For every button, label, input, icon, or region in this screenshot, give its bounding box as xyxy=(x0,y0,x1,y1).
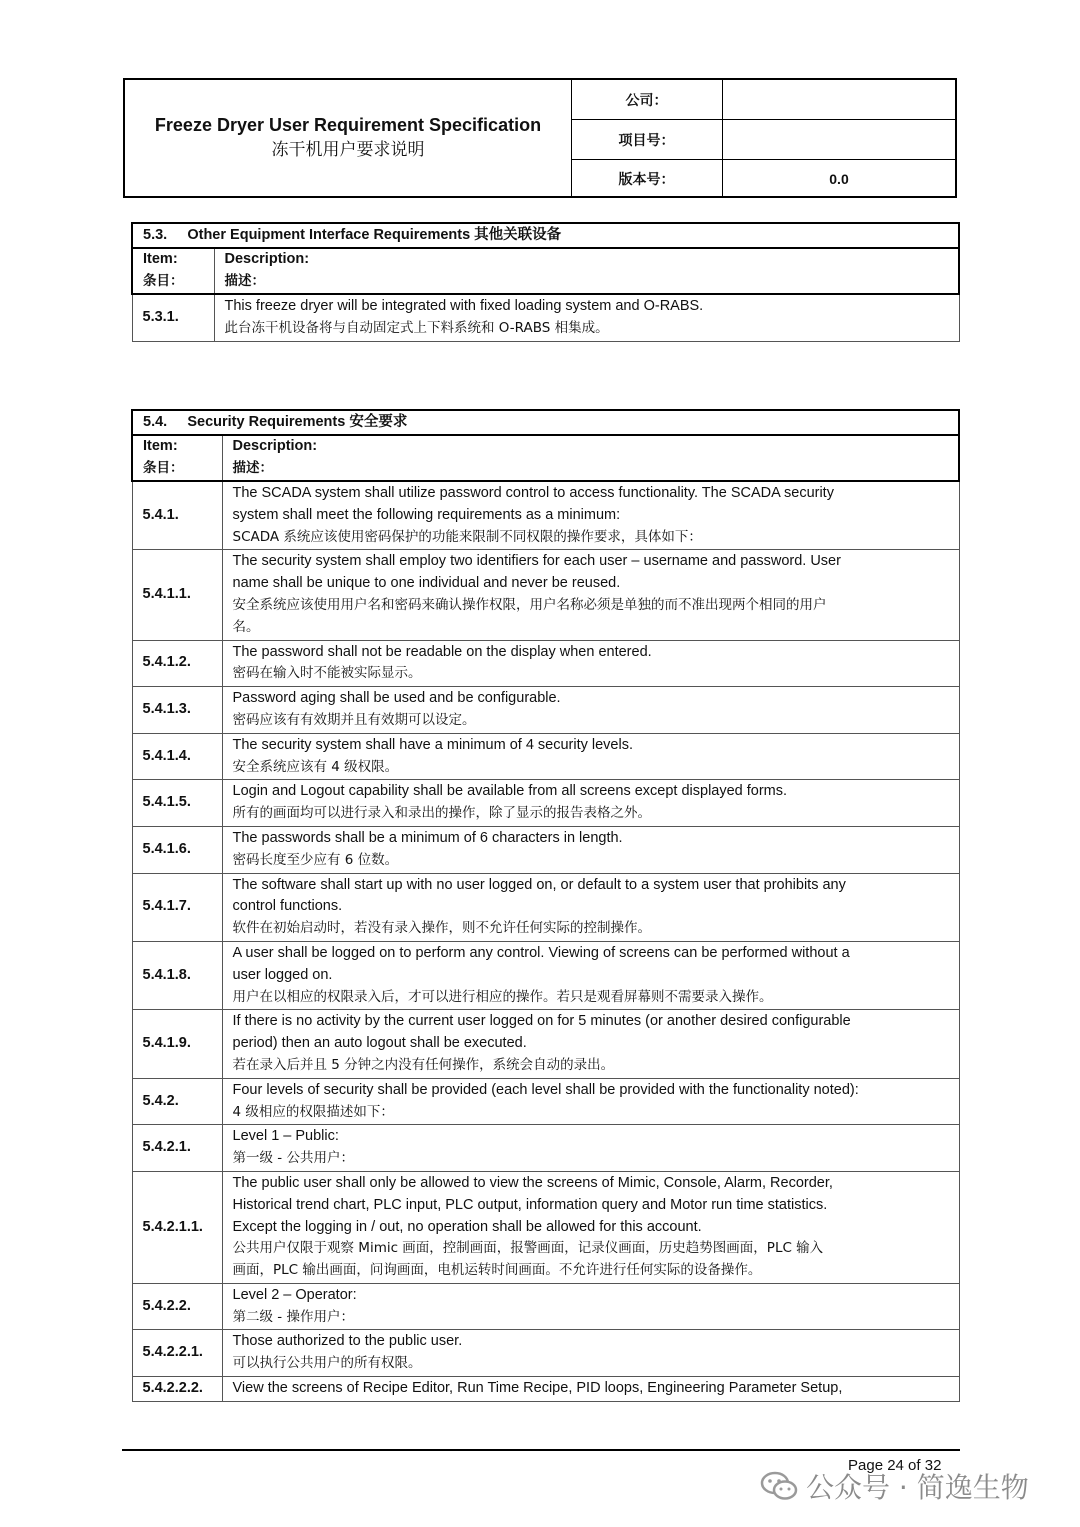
section-title: Security Requirements 安全要求 xyxy=(187,413,408,430)
requirement-description xyxy=(222,1125,959,1172)
desc-header-cn: 描述： xyxy=(232,459,273,476)
project-label: 项目号： xyxy=(571,120,723,159)
page-number: Page 24 of 32 xyxy=(848,1457,942,1474)
requirement-description xyxy=(222,481,959,550)
requirement-number: 5.4.1.7. xyxy=(132,873,222,941)
requirement-row xyxy=(132,1377,959,1402)
section-number: 5.3. xyxy=(143,226,168,243)
description-line: The security system shall have a minimum of 4 security levels. xyxy=(232,736,633,753)
description-line: 第一级 - 公共用户： xyxy=(232,1150,354,1167)
description-line: The password shall not be readable on the display when entered. xyxy=(232,643,652,660)
requirement-number: 5.4.2.2.2. xyxy=(132,1377,222,1402)
description-line: The public user shall only be allowed to view the screens of Mimic, Console, Alarm, Recorder, xyxy=(232,1174,833,1191)
description-line: control functions. xyxy=(232,898,343,915)
requirement-number: 5.3.1. xyxy=(132,294,214,341)
item-header-cn: 条目： xyxy=(143,459,184,476)
requirement-description xyxy=(222,780,959,827)
requirement-number: 5.4.1.1. xyxy=(132,550,222,640)
requirement-number: 5.4.1.2. xyxy=(132,640,222,687)
requirement-description xyxy=(222,941,959,1009)
requirement-description xyxy=(222,826,959,873)
description-line: user logged on. xyxy=(232,966,333,983)
requirement-number: 5.4.2.2.1. xyxy=(132,1330,222,1377)
header-row-company xyxy=(571,80,955,120)
requirement-description xyxy=(222,733,959,780)
version-value: 0.0 xyxy=(829,171,849,187)
title-en: Freeze Dryer User Requirement Specification xyxy=(154,115,542,135)
section-5-4-table xyxy=(131,409,960,1402)
description-line: 安全系统应该使用用户名和密码来确认操作权限，用户名称必须是单独的而不准出现两个相同的用户 xyxy=(232,596,827,613)
requirement-description xyxy=(222,1330,959,1377)
requirement-number: 5.4.1.8. xyxy=(132,941,222,1009)
description-line: Four levels of security shall be provided (each level shall be provided with the functionality noted): xyxy=(232,1081,859,1098)
requirement-row xyxy=(132,1171,959,1283)
description-line: Password aging shall be used and be configurable. xyxy=(232,690,561,707)
requirement-number: 5.4.2.1.1. xyxy=(132,1171,222,1283)
description-line: 密码应该有有效期并且有效期可以设定。 xyxy=(232,711,476,728)
watermark-text: 公众号 · 简逸生物 xyxy=(806,1471,1029,1504)
footer-rule xyxy=(122,1449,960,1451)
description-line: Except the logging in / out, no operation shall be allowed for this account. xyxy=(232,1218,702,1235)
description-line: The SCADA system shall utilize password control to access functionality. The SCADA security xyxy=(232,485,834,501)
description-line: Level 2 – Operator: xyxy=(232,1286,357,1303)
description-line: 密码在输入时不能被实际显示。 xyxy=(232,665,422,682)
item-header-cn: 条目： xyxy=(143,272,184,289)
requirement-description xyxy=(222,1078,959,1125)
description-line: 可以执行公共用户的所有权限。 xyxy=(232,1355,422,1372)
section-5-3-table xyxy=(131,222,960,342)
description-line: 安全系统应该有 4 级权限。 xyxy=(232,758,399,775)
requirement-row xyxy=(132,481,959,550)
requirement-row xyxy=(132,826,959,873)
column-header-row xyxy=(132,435,959,481)
description-line: The software shall start up with no user logged on, or default to a system user that prohibits any xyxy=(232,876,846,893)
requirement-row xyxy=(132,550,959,640)
requirement-row xyxy=(132,687,959,734)
wechat-icon xyxy=(760,1471,798,1501)
description-line: The passwords shall be a minimum of 6 characters in length. xyxy=(232,829,623,846)
item-header-en: Item: xyxy=(143,251,178,267)
description-line: name shall be unique to one individual and never be reused. xyxy=(232,575,621,592)
description-line: If there is no activity by the current user logged on for 5 minutes (or another desired configurable xyxy=(232,1013,851,1030)
description-line: 若在录入后并且 5 分钟之内没有任何操作，系统会自动的录出。 xyxy=(232,1056,615,1073)
watermark xyxy=(760,1466,1029,1506)
requirement-row xyxy=(132,1330,959,1377)
section-title: Other Equipment Interface Requirements 其他关联设备 xyxy=(187,226,562,243)
description-line: system shall meet the following requirements as a minimum: xyxy=(232,506,621,523)
requirement-description xyxy=(222,640,959,687)
section-title-row xyxy=(132,410,959,435)
column-header-row xyxy=(132,248,959,294)
requirement-number: 5.4.1.6. xyxy=(132,826,222,873)
requirement-row xyxy=(132,1010,959,1078)
company-value xyxy=(723,80,955,119)
company-label: 公司： xyxy=(571,80,723,119)
requirement-description xyxy=(222,873,959,941)
requirement-row xyxy=(132,941,959,1009)
requirement-description xyxy=(222,687,959,734)
requirement-description xyxy=(214,294,959,341)
description-line: Historical trend chart, PLC input, PLC output, information query and Motor run time statistics. xyxy=(232,1196,828,1213)
requirement-description xyxy=(222,1377,959,1402)
description-line: View the screens of Recipe Editor, Run Time Recipe, PID loops, Engineering Parameter Setup, xyxy=(232,1380,843,1397)
version-label: 版本号： xyxy=(571,160,723,198)
description-line: 所有的画面均可以进行录入和录出的操作，除了显示的报告表格之外。 xyxy=(232,805,651,822)
document-title xyxy=(125,80,572,196)
section-number: 5.4. xyxy=(143,413,168,430)
description-line: period) then an auto logout shall be executed. xyxy=(232,1035,527,1052)
requirement-number: 5.4.2.1. xyxy=(132,1125,222,1172)
project-value xyxy=(723,120,955,159)
requirement-description xyxy=(222,1283,959,1330)
requirement-row xyxy=(132,1078,959,1125)
desc-header-en: Description: xyxy=(232,438,318,454)
requirement-row xyxy=(132,780,959,827)
description-line: Level 1 – Public: xyxy=(232,1128,339,1145)
desc-header-cn: 描述： xyxy=(224,272,265,289)
description-line: 密码长度至少应有 6 位数。 xyxy=(232,851,399,868)
requirement-number: 5.4.1.5. xyxy=(132,780,222,827)
header-meta-grid xyxy=(571,80,955,196)
description-line: The security system shall employ two identifiers for each user – username and password. User xyxy=(232,553,841,570)
description-line: 画面，PLC 输出画面，问询画面，电机运转时间画面。不允许进行任何实际的设备操作。 xyxy=(232,1262,762,1279)
description-line: This freeze dryer will be integrated with fixed loading system and O-RABS. xyxy=(224,298,704,314)
section-title-row xyxy=(132,223,959,248)
requirement-row xyxy=(132,873,959,941)
requirement-number: 5.4.1.3. xyxy=(132,687,222,734)
desc-header-en: Description: xyxy=(224,251,310,267)
requirement-row xyxy=(132,1283,959,1330)
header-row-project xyxy=(571,120,955,160)
description-line: 软件在初始启动时，若没有录入操作，则不允许任何实际的控制操作。 xyxy=(232,920,651,937)
description-line: 用户在以相应的权限录入后，才可以进行相应的操作。若只是观看屏幕则不需要录入操作。 xyxy=(232,988,773,1005)
requirement-row xyxy=(132,640,959,687)
description-line: 4 级相应的权限描述如下： xyxy=(232,1103,394,1120)
requirement-row xyxy=(132,733,959,780)
requirement-number: 5.4.1. xyxy=(132,481,222,550)
requirement-row xyxy=(132,294,959,341)
requirement-number: 5.4.2. xyxy=(132,1078,222,1125)
document-header xyxy=(123,78,957,198)
requirement-description xyxy=(222,1010,959,1078)
description-line: 名。 xyxy=(232,618,260,635)
requirement-number: 5.4.2.2. xyxy=(132,1283,222,1330)
requirement-number: 5.4.1.4. xyxy=(132,733,222,780)
description-line: Login and Logout capability shall be available from all screens except displayed forms. xyxy=(232,783,788,800)
title-cn: 冻干机用户要求说明 xyxy=(271,140,425,160)
header-row-version xyxy=(571,160,955,198)
description-line: 公共用户仅限于观察 Mimic 画面，控制画面，报警画面，记录仪画面，历史趋势图画面，PLC 输入 xyxy=(232,1240,824,1257)
requirement-description xyxy=(222,1171,959,1283)
description-line: 第二级 - 操作用户： xyxy=(232,1308,354,1325)
requirement-row xyxy=(132,1125,959,1172)
description-line: Those authorized to the public user. xyxy=(232,1333,463,1350)
description-line: 此台冻干机设备将与自动固定式上下料系统和 O-RABS 相集成。 xyxy=(224,319,609,336)
description-line: SCADA 系统应该使用密码保护的功能来限制不同权限的操作要求，具体如下： xyxy=(232,528,702,545)
description-line: A user shall be logged on to perform any control. Viewing of screens can be performed without a xyxy=(232,944,850,961)
item-header-en: Item: xyxy=(143,438,178,454)
requirement-number: 5.4.1.9. xyxy=(132,1010,222,1078)
requirement-description xyxy=(222,550,959,640)
